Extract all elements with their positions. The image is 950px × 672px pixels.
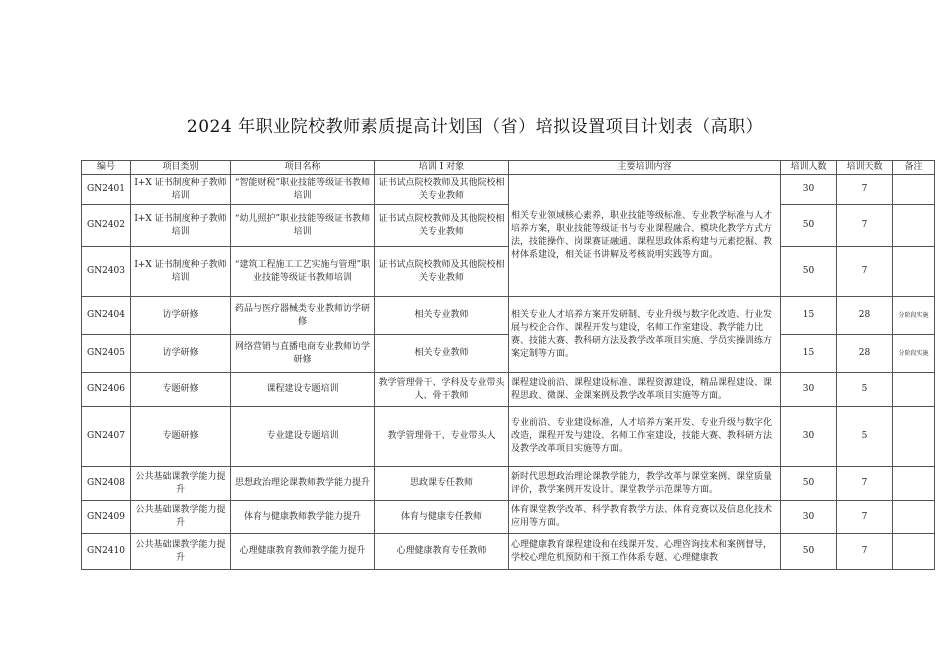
cell-name: 网络营销与直播电商专业教师访学研修 <box>231 335 375 373</box>
cell-name: 心理健康教育教师教学能力提升 <box>231 534 375 570</box>
table-row <box>82 467 935 501</box>
plan-table <box>81 160 935 570</box>
cell-people: 30 <box>781 407 837 467</box>
cell-name: 思想政治理论课教师教学能力提升 <box>231 467 375 501</box>
cell-target: 思政课专任教师 <box>375 467 509 501</box>
cell-target: 证书试点院校教师及其他院校相关专业教师 <box>375 247 509 297</box>
table-row <box>82 373 935 407</box>
header-code: 编号 <box>82 161 131 175</box>
cell-category: 公共基础课教学能力提升 <box>131 501 231 534</box>
cell-code: GN2402 <box>82 205 131 247</box>
cell-name: “建筑工程施工工艺实施与管理”职业技能等级证书教师培训 <box>231 247 375 297</box>
cell-code: GN2408 <box>82 467 131 501</box>
header-content: 主要培训内容 <box>509 161 781 175</box>
page-title: 2024 年职业院校教师素质提高计划国（省）培拟设置项目计划表（高职） <box>186 117 764 137</box>
header-note: 备注 <box>893 161 935 175</box>
cell-target: 证书试点院校教师及其他院校相关专业教师 <box>375 175 509 205</box>
table-row <box>82 175 935 205</box>
cell-people: 30 <box>781 175 837 205</box>
table-row <box>82 297 935 335</box>
header-name: 项目名称 <box>231 161 375 175</box>
cell-content-merged: 相关专业人才培养方案开发研制、专业升级与数字化改造、行业发展与校企合作、课程开发与建设，名师工作室建设、教学能力比赛、技能大赛、教科研方法及教学改革项目实施、学员实操训练方案定制等方面。 <box>509 297 781 373</box>
cell-days: 7 <box>837 247 893 297</box>
cell-category: 访学研修 <box>131 297 231 335</box>
cell-days: 5 <box>837 373 893 407</box>
cell-target: 教学管理骨干、专业带头人 <box>375 407 509 467</box>
cell-name: “智能财税”职业技能等级证书教师培训 <box>231 175 375 205</box>
cell-code: GN2401 <box>82 175 131 205</box>
cell-people: 15 <box>781 335 837 373</box>
cell-people: 30 <box>781 373 837 407</box>
cell-people: 50 <box>781 247 837 297</box>
cell-category: I+X 证书制度种子教师培训 <box>131 175 231 205</box>
cell-category: I+X 证书制度种子教师培训 <box>131 205 231 247</box>
cell-category: 公共基础课教学能力提升 <box>131 467 231 501</box>
cell-days: 7 <box>837 534 893 570</box>
header-target: 培训 I 对象 <box>375 161 509 175</box>
table-row <box>82 534 935 570</box>
cell-note <box>893 373 935 407</box>
cell-note <box>893 534 935 570</box>
cell-people: 50 <box>781 205 837 247</box>
cell-people: 15 <box>781 297 837 335</box>
cell-category: 公共基础课教学能力提升 <box>131 534 231 570</box>
cell-code: GN2405 <box>82 335 131 373</box>
cell-name: 专业建设专题培训 <box>231 407 375 467</box>
cell-days: 7 <box>837 175 893 205</box>
cell-note <box>893 247 935 297</box>
cell-note <box>893 501 935 534</box>
cell-people: 50 <box>781 467 837 501</box>
header-people: 培训人数 <box>781 161 837 175</box>
cell-people: 50 <box>781 534 837 570</box>
cell-target: 相关专业教师 <box>375 335 509 373</box>
cell-people: 30 <box>781 501 837 534</box>
cell-target: 相关专业教师 <box>375 297 509 335</box>
table-row <box>82 407 935 467</box>
cell-target: 教学管理骨干、学科及专业带头人、骨干教师 <box>375 373 509 407</box>
cell-name: 药品与医疗器械类专业教师访学研修 <box>231 297 375 335</box>
cell-days: 28 <box>837 297 893 335</box>
cell-content: 课程建设前沿、课程建设标准、课程资源建设，精品课程建设、课程思政、微课、金课案例及教学改革项目实施等方面。 <box>509 373 781 407</box>
cell-target: 体育与健康专任教师 <box>375 501 509 534</box>
cell-code: GN2409 <box>82 501 131 534</box>
cell-content: 心理健康教育课程建设和在线课开发、心理咨询技术和案例督导，学校心理危机预防和干预工作体系专题、心理健康教 <box>509 534 781 570</box>
cell-target: 心理健康教育专任教师 <box>375 534 509 570</box>
cell-content: 新时代思想政治理论课教学能力，教学改革与课堂案例、课堂质量评价，教学案例开发设计、课堂教学示范课等方面。 <box>509 467 781 501</box>
header-category: 项目类别 <box>131 161 231 175</box>
cell-category: 访学研修 <box>131 335 231 373</box>
cell-note: 分阶段实施 <box>893 335 935 373</box>
cell-code: GN2407 <box>82 407 131 467</box>
cell-days: 5 <box>837 407 893 467</box>
header-days: 培训天数 <box>837 161 893 175</box>
cell-code: GN2410 <box>82 534 131 570</box>
cell-name: “幼儿照护”职业技能等级证书教师培训 <box>231 205 375 247</box>
cell-code: GN2403 <box>82 247 131 297</box>
cell-category: 专题研修 <box>131 373 231 407</box>
cell-category: I+X 证书制度种子教师培训 <box>131 247 231 297</box>
cell-code: GN2404 <box>82 297 131 335</box>
cell-category: 专题研修 <box>131 407 231 467</box>
cell-name: 体育与健康教师教学能力提升 <box>231 501 375 534</box>
table-row <box>82 205 935 247</box>
cell-content: 体育课堂教学改革、科学教育教学方法、体育竞赛以及信息化技术应用等方面。 <box>509 501 781 534</box>
cell-code: GN2406 <box>82 373 131 407</box>
cell-target: 证书试点院校教师及其他院校相关专业教师 <box>375 205 509 247</box>
table-row <box>82 501 935 534</box>
cell-note <box>893 467 935 501</box>
cell-days: 7 <box>837 501 893 534</box>
cell-content-merged: 相关专业领域核心素养，职业技能等级标准、专业教学标准与人才培养方案，职业技能等级证书与专业课程融合、模块化教学方式方法，技能操作、岗课赛证融通、课程思政体系构建与元素挖掘、教材体系建设，相关证书讲解及考核说明实践等方面。 <box>509 175 781 297</box>
cell-days: 7 <box>837 205 893 247</box>
cell-note <box>893 175 935 205</box>
cell-days: 7 <box>837 467 893 501</box>
cell-content: 专业前沿、专业建设标准，人才培养方案开发、专业升级与数字化改造，课程开发与建设、名师工作室建设，技能大赛、教科研方法及教学改革项目实施等方面。 <box>509 407 781 467</box>
cell-note <box>893 407 935 467</box>
table-row <box>82 247 935 297</box>
cell-days: 28 <box>837 335 893 373</box>
cell-note: 分阶段实施 <box>893 297 935 335</box>
table-row <box>82 335 935 373</box>
header-row <box>82 161 935 175</box>
cell-note <box>893 205 935 247</box>
cell-name: 课程建设专题培训 <box>231 373 375 407</box>
